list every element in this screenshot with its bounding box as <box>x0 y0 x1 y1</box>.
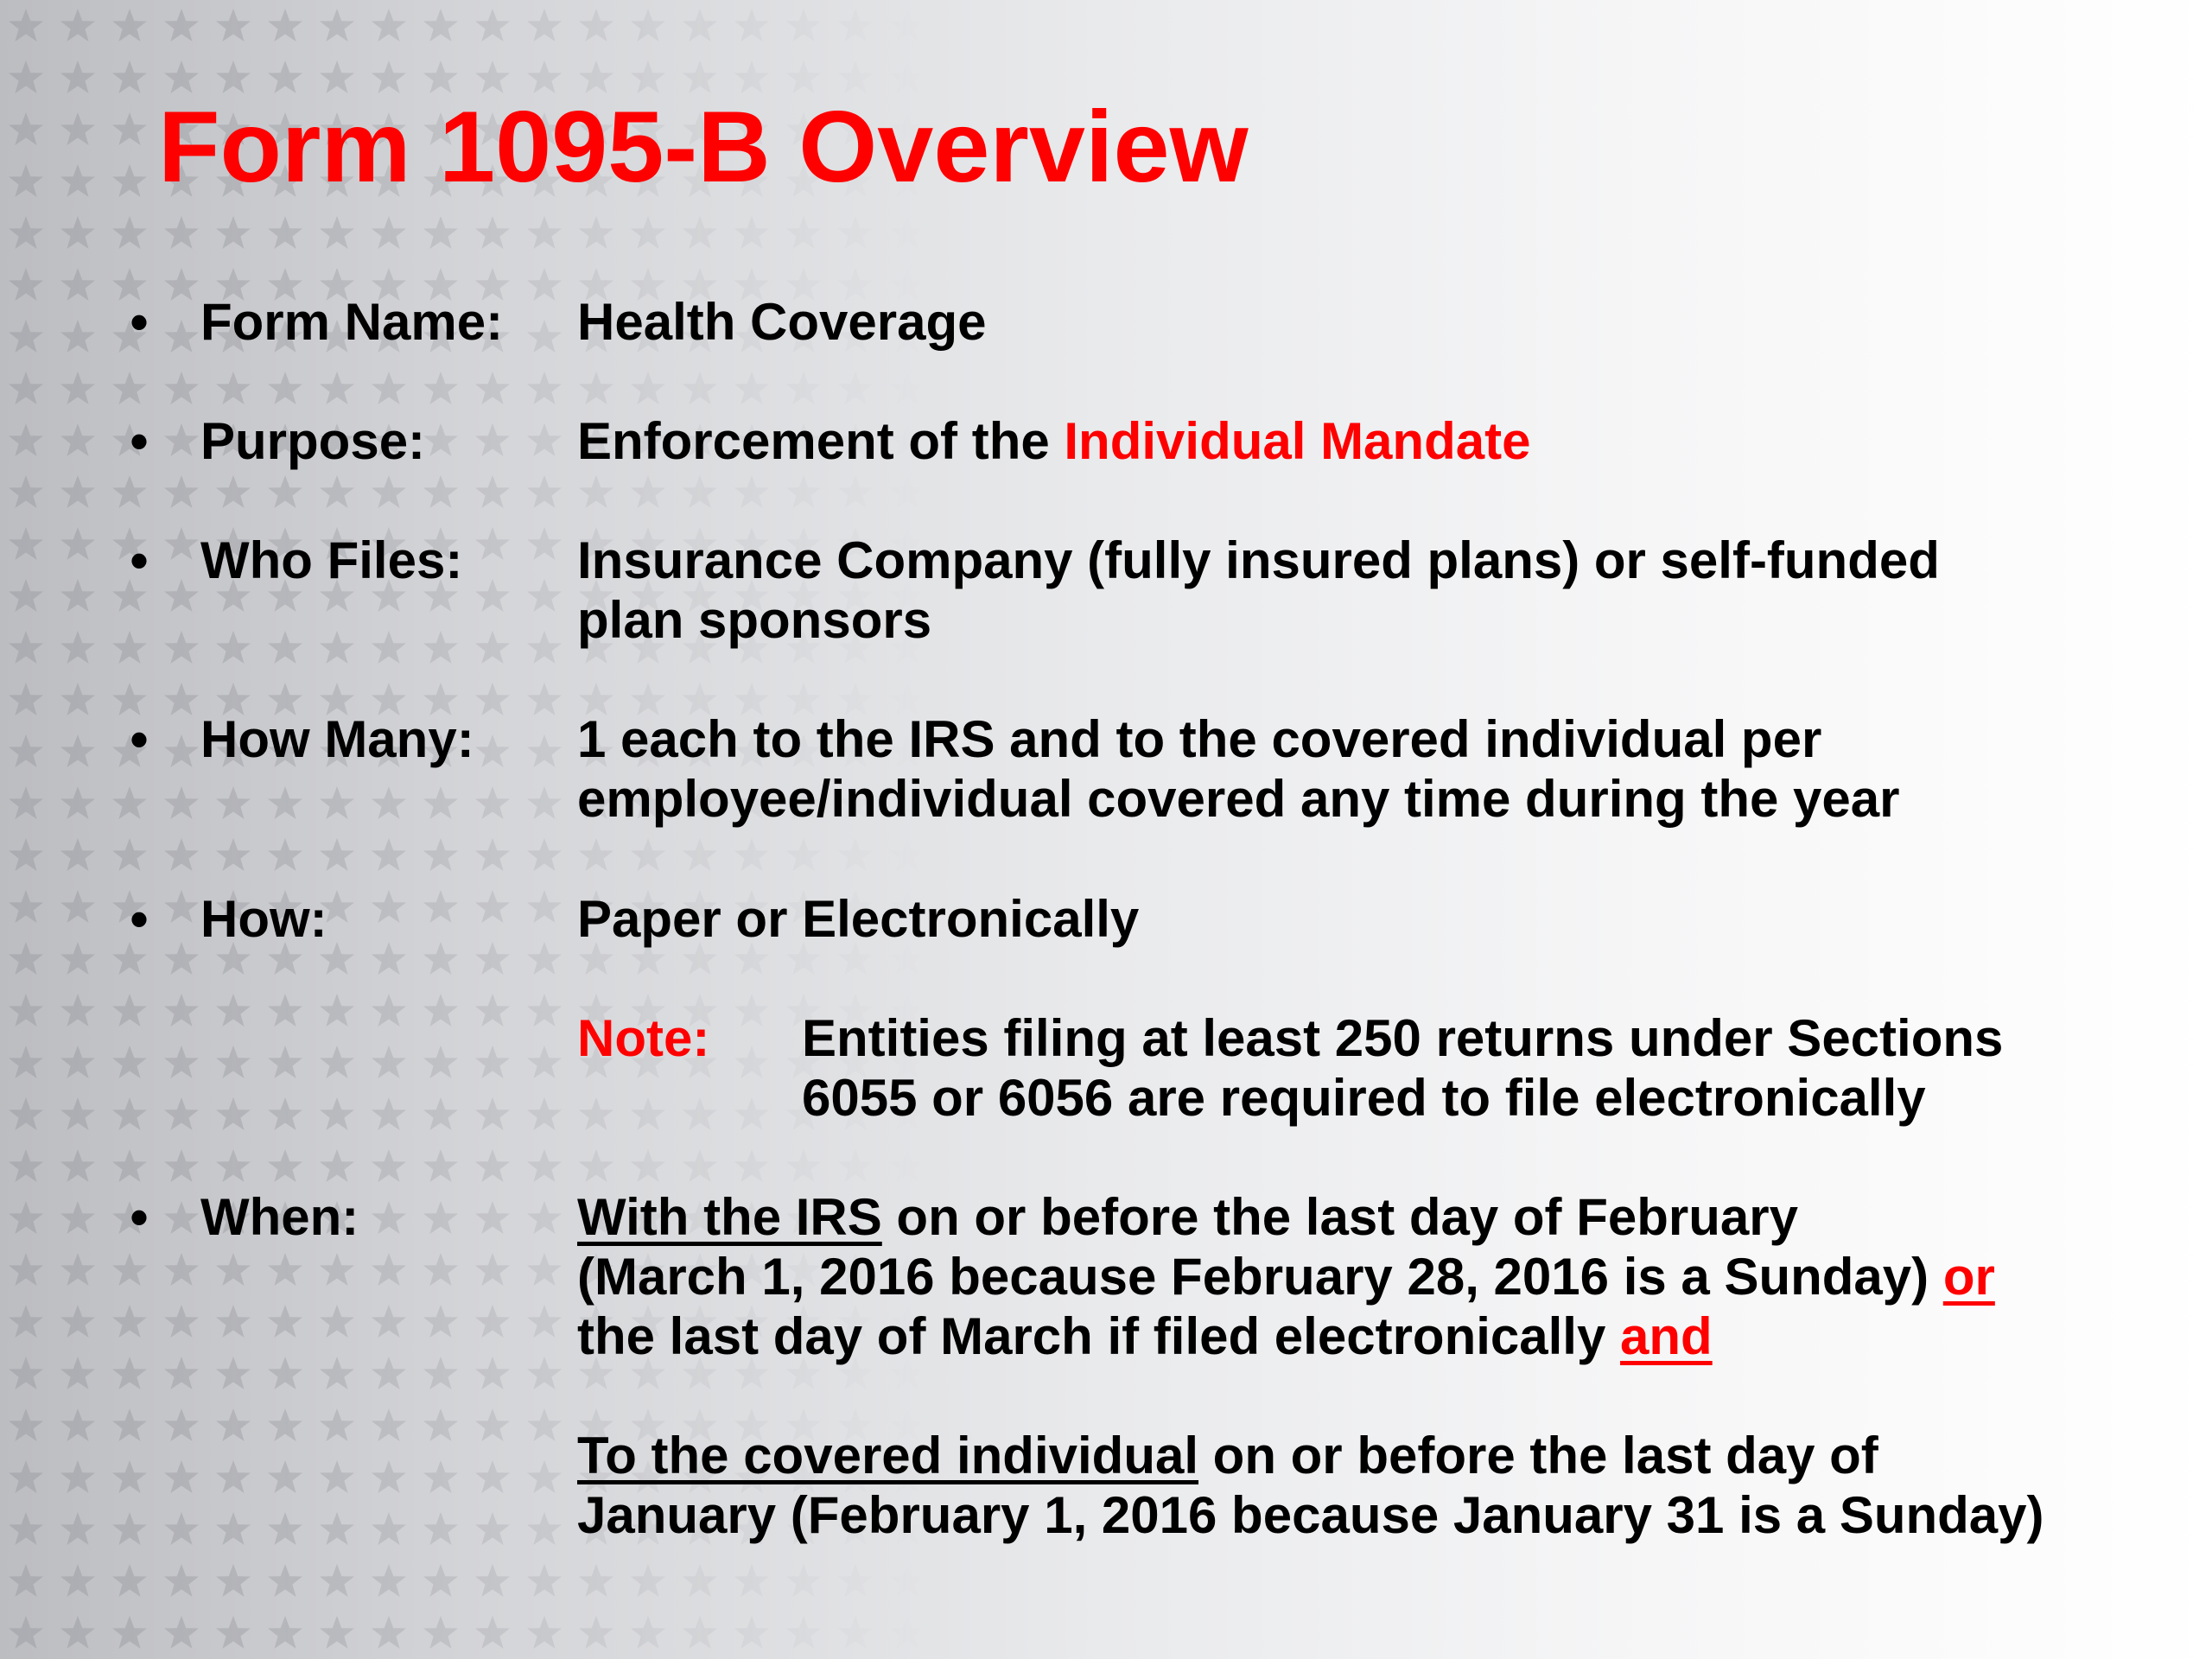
or-emphasis-text: or <box>1942 1248 1995 1306</box>
bullet-icon: • <box>130 531 149 589</box>
item-label: How Many: <box>200 710 474 768</box>
item-value-line: plan sponsors <box>577 591 932 649</box>
item-value-text: Paper or Electronically <box>577 890 1140 948</box>
item-label: When: <box>200 1188 359 1246</box>
note-line: Entities filing at least 250 returns under Sections <box>802 1009 2004 1067</box>
item-value <box>577 531 2133 650</box>
item-label: Who Files: <box>200 531 463 589</box>
item-value-line: employee/individual covered any time during the year <box>577 770 1900 828</box>
individual-recipient-text: To the covered individual <box>577 1427 1199 1484</box>
item-value-line: January (February 1, 2016 because January 31 is a Sunday) <box>577 1486 2044 1544</box>
bullet-icon: • <box>130 293 149 351</box>
item-value-text: (March 1, 2016 because February 28, 2016 is a Sunday) <box>577 1248 1943 1306</box>
item-label: How: <box>200 890 327 948</box>
item-label: Purpose: <box>200 412 426 470</box>
slide-title: Form 1095-B Overview <box>158 90 1249 203</box>
item-value-text: on or before the last day of <box>1198 1427 1878 1484</box>
item-value-text: on or before the last day of February <box>881 1188 1798 1246</box>
item-value <box>577 1187 2133 1545</box>
bullet-icon: • <box>130 412 149 470</box>
note-label: Note: <box>577 1009 710 1067</box>
note-line: 6055 or 6056 are required to file electronically <box>802 1069 1926 1127</box>
bullet-icon: • <box>130 1188 149 1246</box>
bullet-icon: • <box>130 890 149 948</box>
item-value-text: the last day of March if filed electronically <box>577 1307 1621 1365</box>
item-value <box>577 292 2133 352</box>
item-value-line: Insurance Company (fully insured plans) or self-funded <box>577 531 1940 589</box>
bullet-icon: • <box>130 710 149 768</box>
and-emphasis-text: and <box>1620 1307 1713 1365</box>
note-text <box>802 1008 2003 1128</box>
item-value-text: Health Coverage <box>577 293 987 351</box>
highlight-text: Individual Mandate <box>1064 412 1531 470</box>
item-value-text: Enforcement of the <box>577 412 1065 470</box>
item-label: Form Name: <box>200 293 504 351</box>
irs-recipient-text: With the IRS <box>577 1188 882 1246</box>
item-value <box>577 709 2133 829</box>
item-value-line: 1 each to the IRS and to the covered individual per <box>577 710 1822 768</box>
item-value <box>577 889 2133 949</box>
item-value <box>577 411 2133 471</box>
